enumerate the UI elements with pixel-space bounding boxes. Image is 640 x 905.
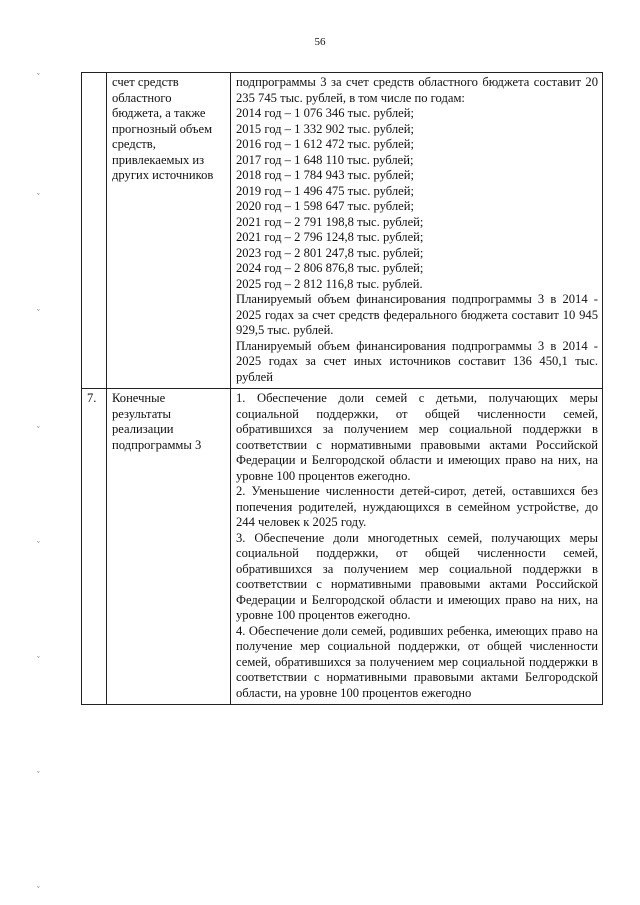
year-line: 2020 год – 1 598 647 тыс. рублей; [236,199,414,213]
row-label [107,73,231,389]
result-paragraph: 4. Обеспечение доли семей, родивших ребенка, имеющих право на получение мер социальной поддержки, от общей численности семей, обратившихся за получением мер социальной поддержки в соответствии с нормативными правовыми актами Белгородской области, на уровне 100 процентов ежегодно [236,623,598,700]
scan-mark: ˇ [37,540,40,549]
label-line: других источников [112,168,214,182]
label-line: областного [112,90,172,105]
year-line: 2017 год – 1 648 110 тыс. рублей; [236,152,414,167]
funding-intro: подпрограммы 3 за счет средств областного бюджета составит 20 235 745 тыс. рублей, в том числе по годам: [236,75,598,105]
result-paragraph: 2. Уменьшение численности детей-сирот, детей, оставшихся без попечения родителей, нуждающихся в семейном устройстве, до 244 человек к 2025 году. [236,484,598,529]
label-line: привлекаемых из [112,152,205,167]
year-line: 2019 год – 1 496 475 тыс. рублей; [236,183,414,198]
scan-mark: ˇ [37,308,40,317]
page-number: 56 [314,36,326,48]
row-number [82,73,107,389]
scan-mark: ˇ [37,885,40,894]
year-line: 2021 год – 2 791 198,8 тыс. рублей; [236,214,424,229]
year-line: 2018 год – 1 784 943 тыс. рублей; [236,168,414,182]
other-sources-paragraph: Планируемый объем финансирования подпрограммы 3 в 2014 - 2025 годах за счет иных источников составит 136 450,1 тыс. рублей [236,338,598,384]
label-line: результаты [112,406,171,421]
result-paragraph: 1. Обеспечение доли семей с детьми, получающих меры социальной поддержки, от общей численности семей, обратившихся за получением мер социальной поддержки в соответствии с нормативными правовыми актами Российской Федерации и Белгородской области и имеющих право на них, на уровне 100 процентов ежегодно. [236,391,598,483]
label-line: реализации [112,422,174,436]
year-line: 2015 год – 1 332 902 тыс. рублей; [236,121,414,136]
label-line: бюджета, а также [112,106,206,120]
federal-funding-paragraph: Планируемый объем финансирования подпрограммы 3 в 2014 - 2025 годах за счет средств федерального бюджета составит 10 945 929,5 тыс. рублей. [236,292,598,337]
year-line: 2024 год – 2 806 876,8 тыс. рублей; [236,261,424,275]
table-row [82,73,603,389]
year-line: 2016 год – 1 612 472 тыс. рублей; [236,137,414,151]
scan-mark: ˇ [37,770,40,779]
result-paragraph: 3. Обеспечение доли многодетных семей, получающих меры социальной поддержки, от общей численности семей, обратившихся за получением мер социальной поддержки в соответствии с нормативными правовыми актами Российской Федерации и Белгородской области и имеющих право на них, на уровне 100 процентов ежегодно. [236,530,598,622]
row-number: 7. [82,389,107,705]
scan-mark: ˇ [37,655,40,664]
year-line: 2014 год – 1 076 346 тыс. рублей; [236,106,414,120]
scan-mark: ˇ [37,192,40,201]
label-line: прогнозный объем [112,121,213,136]
scan-mark: ˇ [37,425,40,434]
row-content [231,389,603,705]
table-row [82,389,603,705]
label-line: Конечные [112,391,166,405]
row-label [107,389,231,705]
label-line: счет средств [112,75,179,89]
year-line: 2025 год – 2 812 116,8 тыс. рублей. [236,276,423,291]
row-content [231,73,603,389]
year-line: 2023 год – 2 801 247,8 тыс. рублей; [236,245,424,260]
scan-mark: ˇ [37,72,40,81]
label-line: подпрограммы 3 [112,437,202,452]
passport-table [81,72,603,705]
label-line: средств, [112,137,156,151]
year-line: 2021 год – 2 796 124,8 тыс. рублей; [236,230,424,244]
